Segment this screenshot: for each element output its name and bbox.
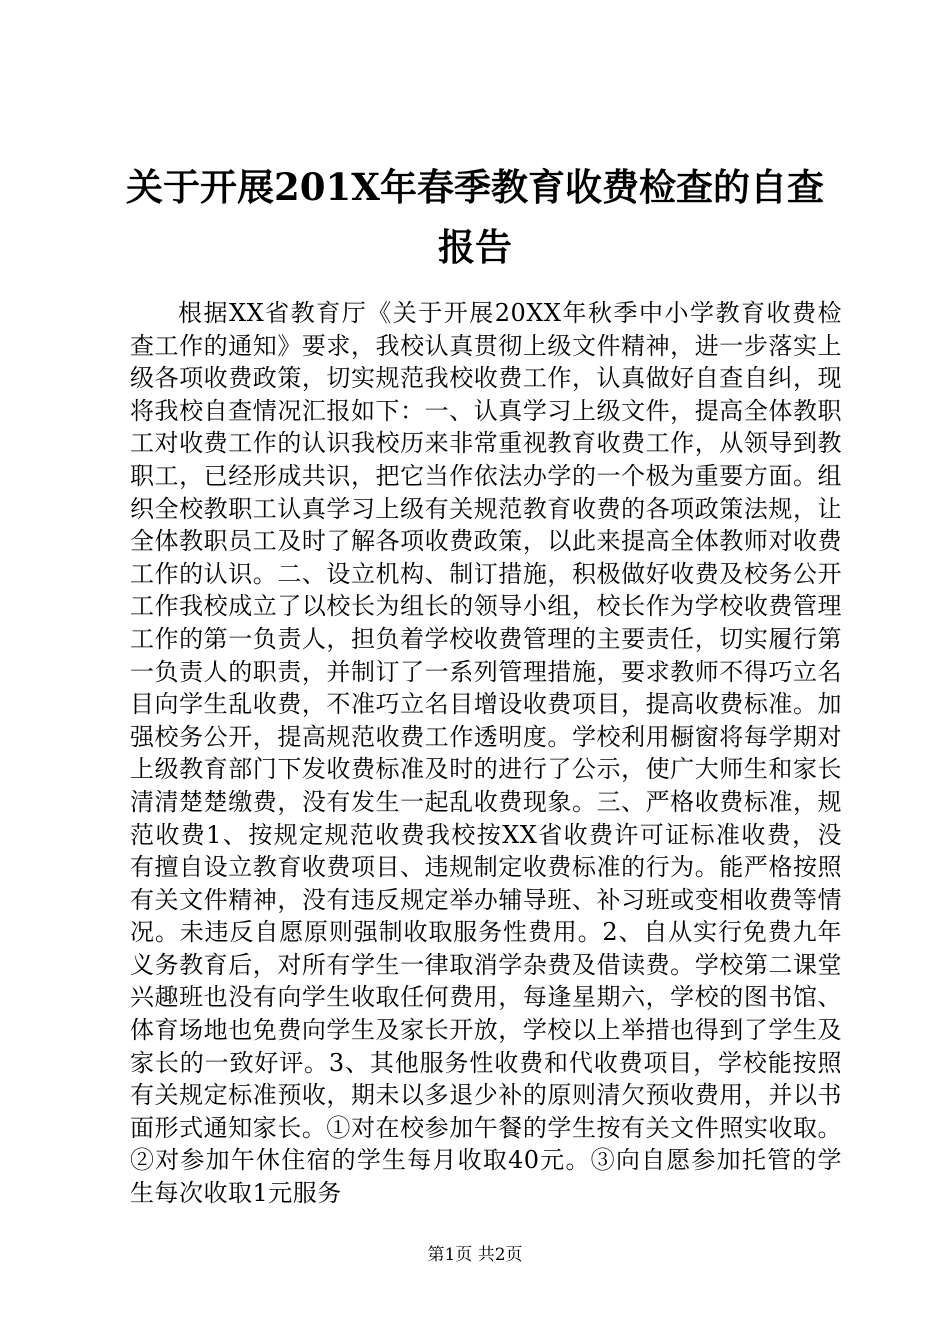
- page-footer: 第1页 共2页: [427, 1245, 523, 1265]
- document-body: 根据XX省教育厅《关于开展20XX年秋季中小学教育收费检查工作的通知》要求，我校认真贯彻上级文件精神，进一步落实上级各项收费政策，切实规范我校收费工作，认真做好自查自纠，现将我校自查情况汇报如下：一、认真学习上级文件，提高全体教职工对收费工作的认识我校历来非常重视教育收费工作，从领导到教职工，已经形成共识，把它当作依法办学的一个极为重要方面。组织全校教职工认真学习上级有关规范教育收费的各项政策法规，让全体教职员工及时了解各项收费政策，以此来提高全体教师对收费工作的认识。二、设立机构、制订措施，积极做好收费及校务公开工作我校成立了以校长为组长的领导小组，校长作为学校收费管理工作的第一负责人，担负着学校收费管理的主要责任，切实履行第一负责人的职责，并制订了一系列管理措施，要求教师不得巧立名目向学生乱收费，不准巧立名目增设收费项目，提高收费标准。加强校务公开，提高规范收费工作透明度。学校利用橱窗将每学期对上级教育部门下发收费标准及时的进行了公示，使广大师生和家长清清楚楚缴费，没有发生一起乱收费现象。三、严格收费标准，规范收费1、按规定规范收费我校按XX省收费许可证标准收费，没有擅自设立教育收费项目、违规制定收费标准的行为。能严格按照有关文件精神，没有违反规定举办辅导班、补习班或变相收费等情况。未违反自愿原则强制收取服务性费用。2、自从实行免费九年义务教育后，对所有学生一律取消学杂费及借读费。学校第二课堂兴趣班也没有向学生收取任何费用，每逢星期六，学校的图书馆、体育场地也免费向学生及家长开放，学校以上举措也得到了学生及家长的一致好评。3、其他服务性收费和代收费项目，学校能按照有关规定标准预收，期未以多退少补的原则清欠预收费用，并以书面形式通知家长。①对在校参加午餐的学生按有关文件照实收取。②对参加午休住宿的学生每月收取40元。③向自愿参加托管的学生每次收取1元服务: [130, 299, 842, 1208]
- document-title: 关于开展201X年春季教育收费检查的自查报告: [126, 165, 824, 269]
